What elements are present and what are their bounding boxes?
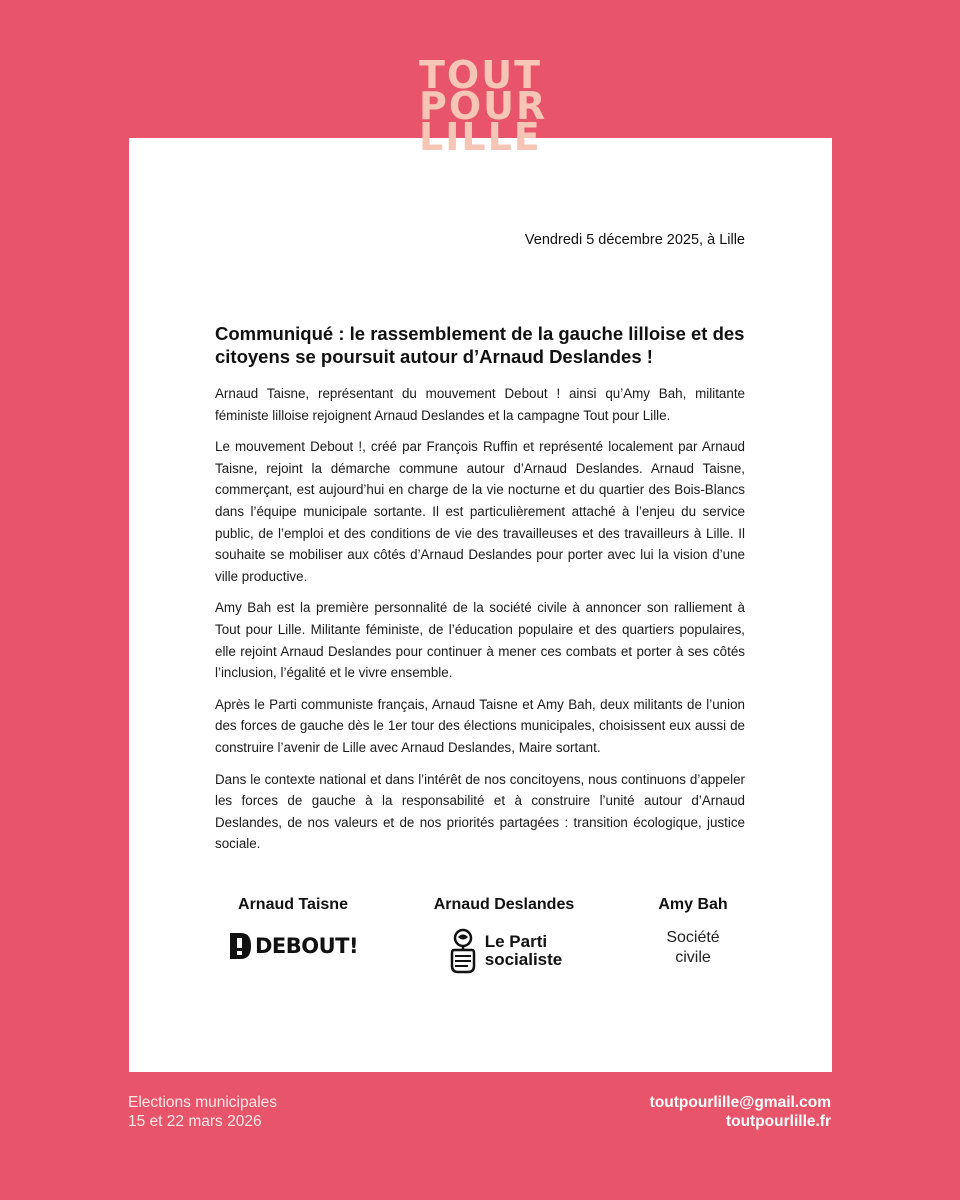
signatory-name: Arnaud Taisne [238,896,348,913]
debout-logo [183,932,403,960]
release-body [215,383,745,865]
paragraph: Arnaud Taisne, représentant du mouvement Debout ! ainsi qu’Amy Bah, militante féministe lilloise rejoignent Arnaud Deslandes et la campagne Tout pour Lille. [215,386,745,423]
press-release-card [129,138,832,1072]
election-dates [128,1093,277,1131]
parti-socialiste-logo [394,928,614,974]
tout-pour-lille-logo [419,53,548,159]
contact-info [650,1093,831,1131]
societe-civile-label [583,928,803,968]
signatory-deslandes [394,896,614,974]
paragraph: Amy Bah est la première personnalité de la société civile à annoncer son ralliement à Tout pour Lille. Militante féministe, de l’éducation populaire et des quartiers populaires, elle rejoint Arnaud Deslandes pour continuer à mener ces combats et porter à ses côtés l’inclusion, l’égalité et le vivre ensemble. [215,600,745,681]
affiliation-line-1: Société [666,929,720,946]
rose-fist-icon [446,928,480,974]
signatory-taisne [183,896,403,960]
election-line-1: Elections municipales [128,1094,278,1111]
election-line-2: 15 et 22 mars 2026 [128,1113,262,1130]
release-title: Communiqué : le rassemblement de la gauche lilloise et des citoyens se poursuit autour d’Arnaud Deslandes ! [215,323,745,367]
ps-line-2: socialiste [484,950,563,969]
signatory-name: Amy Bah [658,896,728,913]
logo-line-2: POUR [419,84,548,128]
release-date: Vendredi 5 décembre 2025, à Lille [524,232,745,248]
debout-mark-icon [228,932,252,960]
paragraph: Dans le contexte national et dans l’intérêt de nos concitoyens, nous continuons d’appeler les forces de gauche à la responsabilité et à construire l’unité autour d’Arnaud Deslandes, de nos valeurs et de nos priorités partagées : transition écologique, justice sociale. [215,771,745,852]
paragraph: Après le Parti communiste français, Arnaud Taisne et Amy Bah, deux militants de l’union des forces de gauche dès le 1er tour des élections municipales, choisissent eux aussi de construire l’avenir de Lille avec Arnaud Deslandes, Maire sortant. [215,696,745,755]
contact-email[interactable]: toutpourlille@gmail.com [649,1094,831,1111]
logo-line-1: TOUT [419,53,543,97]
affiliation-line-2: civile [675,949,711,966]
parti-socialiste-text [485,933,563,969]
debout-logo-text: DEBOUT! [254,934,359,958]
signatory-bah [583,896,803,968]
ps-line-1: Le Parti [484,932,548,951]
paragraph: Le mouvement Debout !, créé par François Ruffin et représenté localement par Arnaud Taisne, rejoint la démarche commune autour d’Arnaud Deslandes. Arnaud Taisne, commerçant, est aujourd’hui en charge de la vie nocturne et du quartier des Bois-Blancs dans l’équipe municipale sortante. Il est particulièrement attaché à l’enjeu du service public, de l’emploi et des conditions de vie des travailleuses et des travailleurs à Lille. Il souhaite se mobiliser aux côtés d’Arnaud Deslandes pour porter avec lui la vision d’une ville productive. [215,439,745,584]
contact-website[interactable]: toutpourlille.fr [725,1113,831,1130]
logo-line-3: LILLE [419,115,542,159]
signatory-name: Arnaud Deslandes [433,896,575,913]
